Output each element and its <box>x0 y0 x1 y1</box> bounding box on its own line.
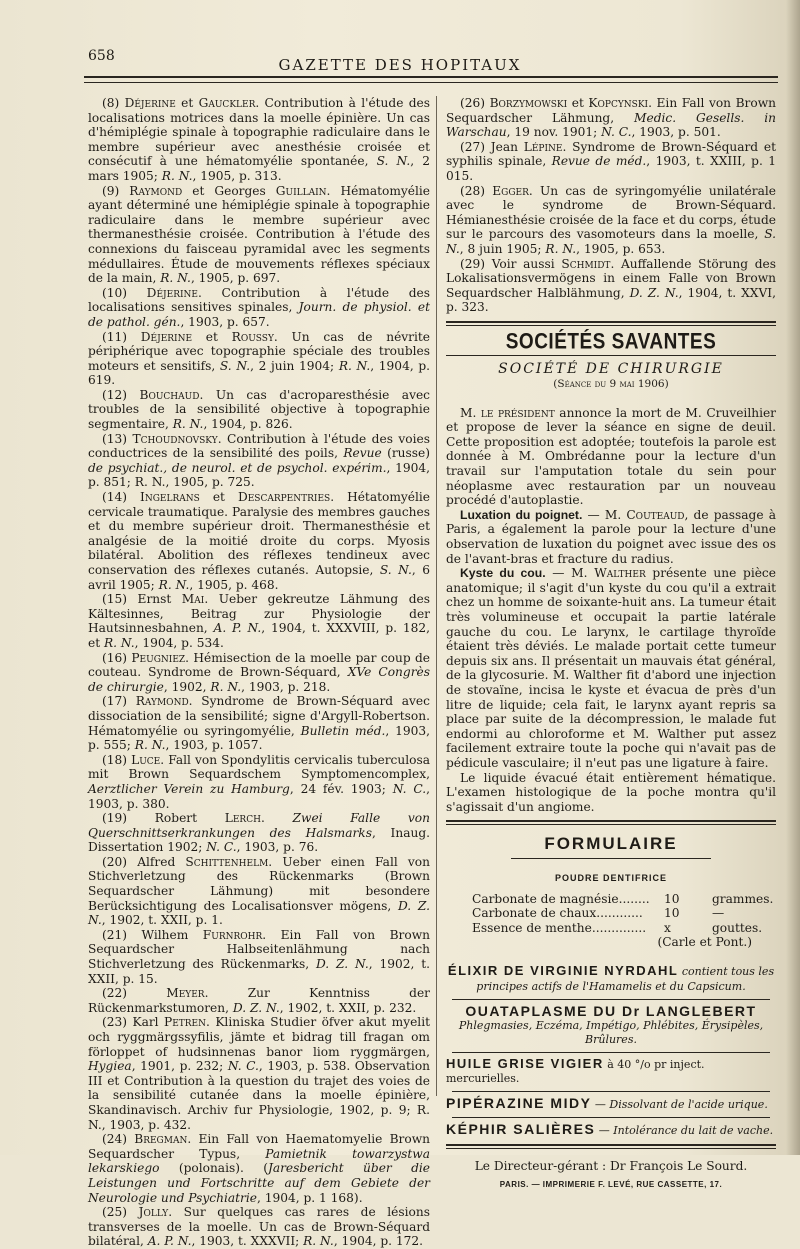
society-name: SOCIÉTÉ DE CHIRURGIE <box>498 360 724 377</box>
societes-paragraph-1: M. le président annonce la mort de M. Cruveilhier et propose de lever la séance en signe de deuil. Cette proposition est adoptée; toutefois la parole est donnée à M. Ombrédanne pour la lecture d'un travail sur l'amputation totale du sein pour néoplasme avec restauration par un nouveau procédé d'autoplastie. <box>446 405 777 508</box>
reference-entry: (14) Ingelrans et Descarpentries. Hétatomyélie cervicale traumatique. Paralysie des membres gauches et du membre supérieur droit. Thermanesthésie et analgésie de la moitié droite du corps. Myosis bilatéral. Abolition des réflexes tendineux avec conservation des réflexes cutanés. Autopsie, S. N., 6 avril 1905; R. N., 1905, p. 468. <box>88 490 430 592</box>
recipe-signature: (Carle et Pont.) <box>657 935 752 950</box>
seance-date: (Séance du 9 mai 1906) <box>553 378 669 391</box>
recipe-row: Essence de menthe.............. x gouttes. <box>472 920 763 935</box>
reference-entry: (22) Meyer. Zur Kenntniss der Rückenmarkstumoren, D. Z. N., 1902, t. XXII, p. 232. <box>88 986 430 1015</box>
ad-divider <box>452 1052 770 1053</box>
societes-paragraph-3: Kyste du cou. — M. Walther présente une pièce anatomique; il s'agit d'un kyste du cou qu'il a extrait chez un homme de soixante-huit ans. La tumeur était très volumineuse et occupait la partie latérale gauche du cou. Le larynx, le cartilage thyroïde étaient très déviés. Le malade portait cette tumeur depuis six ans. Il présentait un mauvais état général, de la glycosurie. M. Walther fit d'abord une injection de stovaïne, incisa le kyste et évacua de près d'un litre de liquide; cela fait, le larynx ayant repris sa place par suite de la décompression, le malade fut endormi au chloroforme et M. Walther put assez facilement extraire toute la poche qui n'avait pas de pédicule vasculaire; il n'eut pas une ligature à faire. <box>446 566 776 770</box>
running-title: GAZETTE DES HOPITAUX <box>278 56 522 74</box>
reference-entry: (28) Egger. Un cas de syringomyélie unilatérale avec le syndrome de Brown-Séquard. Hémianesthésie croisée de la face et du corps, étude sur le parcours des vasomoteurs dans la moelle, S. N., 8 juin 1905; R. N., 1905, p. 653. <box>446 183 776 256</box>
header-rule-thin <box>84 82 778 83</box>
reference-entry: (23) Karl Petren. Kliniska Studier öfver akut myelit och ryggmärgssyfilis, jämte et bidrag till fragan om förloppet of hudsinnenas banor liom ryggmärgen, Hygiea, 1901, p. 232; N. C., 1903, p. 538. Observation III et Contribution à la question du trajet des voies de la sensibilité cutanée dans la moelle épinière, Skandinavisch. Archiv fur Physiologie, 1902, p. 9; R. N., 1903, p. 432. <box>88 1015 431 1132</box>
page-number: 658 <box>88 48 115 64</box>
reference-entry: (19) Robert Lerch. Zwei Falle von Querschnittserkrankungen des Halsmarks, Inaug. Dissertation 1902; N. C., 1903, p. 76. <box>88 811 430 855</box>
right-references <box>446 96 776 315</box>
formulaire-rule <box>511 858 711 859</box>
reference-entry: (24) Bregman. Ein Fall von Haematomyelie Brown Sequardscher Typus, Pamietnik towarzystwa lekarskiego (polonais). (Jaresbericht über die Leistungen und Fortschritte auf dem Gebiete der Neurologie und Psychiatrie, 1904, p. 1 168). <box>88 1132 430 1205</box>
footer-rule <box>446 1144 776 1149</box>
ad-piperazine: PIPÉRAZINE MIDY — Dissolvant de l'acide urique. <box>446 1095 768 1112</box>
director-line: Le Directeur-gérant : Dr François Le Sourd. <box>474 1159 748 1174</box>
ad-divider <box>452 999 770 1000</box>
reference-entry: (21) Wilhem Furnrohr. Ein Fall von Brown Sequardscher Halbseitenlähmung nach Stichverletzung des Rückenmarks, D. Z. N., 1902, t. XXII, p. 15. <box>88 927 430 986</box>
reference-entry: (9) Raymond et Georges Guillain. Hématomyélie ayant déterminé une hémiplégie spinale à topographie radiculaire dans le membre supérieur avec thermanesthésie croisée. Contribution à l'étude des connexions du faisceau pyramidal avec les segments médullaires. Étude de mouvements réflexes spéciaux de la main, R. N., 1905, p. 697. <box>88 183 431 286</box>
reference-entry: (20) Alfred Schittenhelm. Ueber einen Fall von Stichverletzung des Rückenmarks (Brown Sequardscher Lähmung) mit besondere Berücksichtigung des Localisationsver mögens, D. Z. N., 1902, t. XXII, p. 1. <box>88 854 430 928</box>
ad-divider <box>452 1091 770 1092</box>
reference-entry: (12) Bouchaud. Un cas d'acroparesthésie avec troubles de la sensibilité objective à topographie segmentaire, R. N., 1904, p. 826. <box>88 387 430 432</box>
reference-entry: (13) Tchoudnovsky. Contribution à l'étude des voies conductrices de la sensibilité des poils, Revue (russe) de psychiat., de neurol. et de psychol. expérim., 1904, p. 851; R. N., 1905, p. 725. <box>88 431 431 490</box>
societes-rule <box>446 355 776 356</box>
reference-entry: (17) Raymond. Syndrome de Brown-Séquard avec dissociation de la sensibilité; signe d'Argyll-Robertson. Hématomyélie ou syringomyélie, Bulletin méd., 1903, p. 555; R. N., 1903, p. 1057. <box>88 694 431 753</box>
reference-entry: (11) Déjerine et Roussy. Un cas de névrite périphérique avec topographie spéciale des troubles moteurs et sensitifs, S. N., 2 juin 1904; R. N., 1904, p. 619. <box>88 329 431 388</box>
recipe-row: Carbonate de magnésie........ 10 grammes. <box>472 891 774 906</box>
recipe <box>472 892 776 950</box>
societes-paragraph-2: Luxation du poignet. — M. Couteaud, de passage à Paris, a également la parole pour la lecture d'une observation de luxation du poignet avec issue des os de l'avant-bras et fracture du radius. <box>446 507 776 566</box>
reference-entry: (8) Déjerine et Gauckler. Contribution à l'étude des localisations motrices dans la moelle épinière. Un cas d'hémiplégie spinale à topographie radiculaire dans le membre supérieur avec anesthésie croisée et consécutif à une hématomyélie spontanée, S. N., 2 mars 1905; R. N., 1905, p. 313. <box>88 96 431 183</box>
section-rule <box>446 321 776 326</box>
reference-entry: (18) Luce. Fall von Spondylitis cervicalis tuberculosa mit Brown Sequardschem Symptomencomplex, Aerztlicher Verein zu Hamburg, 24 fév. 1903; N. C., 1903, p. 380. <box>88 752 430 811</box>
imprimerie-line: PARIS. — IMPRIMERIE F. LEVÉ, RUE CASSETTE, 17. <box>499 1179 723 1189</box>
societes-paragraph-4: Le liquide évacué était entièrement hématique. L'examen histologique de la poche montra qu'il s'agissait d'un angiome. <box>446 770 776 814</box>
column-divider <box>436 96 437 1096</box>
ad-elixir: ÉLIXIR DE VIRGINIE NYRDAHL contient tous les principes actifs de l'Hamamelis et du Capsicum. <box>447 962 775 994</box>
section-rule <box>446 820 776 825</box>
ad-kephir: KÉPHIR SALIÈRES — Intolérance du lait de vache. <box>446 1120 774 1137</box>
societes-title: SOCIÉTÉS SAVANTES <box>505 330 717 355</box>
recipe-title: POUDRE DENTIFRICE <box>554 872 667 883</box>
reference-entry: (29) Voir aussi Schmidt. Auffallende Störung des Lokalisationsvermögens in einem Falle von Brown Sequardscher Halblähmung, D. Z. N., 1904, t. XXVI, p. 323. <box>446 256 777 315</box>
ad-ouataplasme: OUATAPLASME DU Dr LANGLEBERT Phlegmasies, Eczéma, Impétigo, Phlébites, Érysipèles, Brûlures. <box>458 1003 764 1047</box>
right-column <box>446 96 776 1192</box>
ad-huile-grise: HUILE GRISE VIGIER à 40 °/o pr inject. mercurielles. <box>446 1055 705 1086</box>
reference-entry: (26) Borzymowski et Kopcynski. Ein Fall von Brown Sequardscher Lähmung, Medic. Gesells. in Warschau, 19 nov. 1901; N. C., 1903, p. 501. <box>446 96 776 140</box>
reference-entry: (10) Déjerine. Contribution à l'étude des localisations sensitives spinales, Journ. de physiol. et de pathol. gén., 1903, p. 657. <box>88 285 430 329</box>
reference-entry: (25) Jolly. Sur quelques cas rares de lésions transverses de la moelle. Un cas de Brown-Séquard bilatéral, A. P. N., 1903, t. XXXVII; R. N., 1904, p. 172. <box>88 1205 430 1249</box>
recipe-row: Carbonate de chaux............ 10 — <box>472 906 725 921</box>
left-column <box>88 96 430 1249</box>
formulaire-title: FORMULAIRE <box>544 834 678 854</box>
header-rule <box>84 76 778 78</box>
reference-entry: (16) Peugniez. Hémisection de la moelle par coup de couteau. Syndrome de Brown-Séquard, XVe Congrès de chirurgie, 1902, R. N., 1903, p. 218. <box>88 650 430 694</box>
reference-entry: (15) Ernst Mai. Ueber gekreutze Lähmung des Kältesinnes, Beitrag zur Physiologie der Hautsinnesbahnen, A. P. N., 1904, t. XXXVIII, p. 182, et R. N., 1904, p. 534. <box>88 592 430 650</box>
page-edge-shadow <box>786 0 800 1155</box>
ad-divider <box>452 1117 770 1118</box>
reference-entry: (27) Jean Lépine. Syndrome de Brown-Séquard et syphilis spinale, Revue de méd., 1903, t. XXIII, p. 1 015. <box>446 139 777 183</box>
